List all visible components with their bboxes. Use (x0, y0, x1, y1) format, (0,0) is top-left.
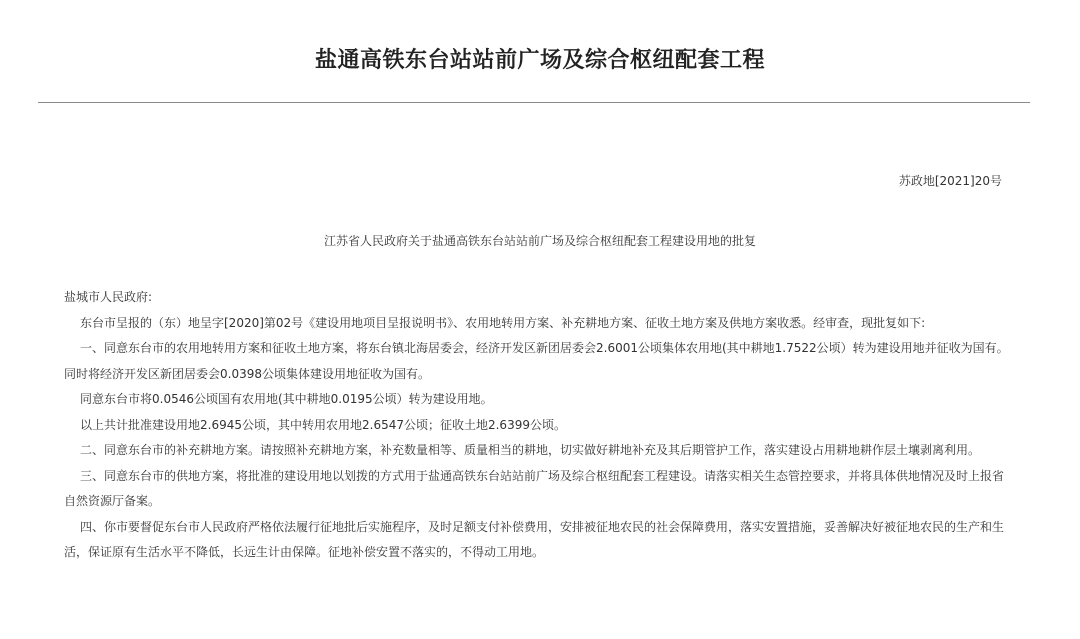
paragraph-intro: 东台市呈报的（东）地呈字[2020]第02号《建设用地项目呈报说明书》、农用地转用方案、补充耕地方案、征收土地方案及供地方案收悉。经审查，现批复如下: (80, 315, 926, 330)
document-subject: 江苏省人民政府关于盐通高铁东台站站前广场及综合枢纽配套工程建设用地的批复 (323, 234, 756, 248)
page-title: 盐通高铁东台站站前广场及综合枢纽配套工程 (314, 48, 765, 73)
paragraph-item-3: 三、同意东台市的供地方案，将批准的建设用地以划拨的方式用于盐通高铁东台站站前广场及综合枢纽配套工程建设。请落实相关生态管控要求，并将具体供地情况及时上报省自然资源厅备案。 (64, 468, 1005, 508)
paragraph-item-1-state-land: 同意东台市将0.0546公顷国有农用地(其中耕地0.0195公顷）转为建设用地。 (80, 392, 493, 406)
paragraph-item-1-total: 以上共计批准建设用地2.6945公顷，其中转用农用地2.6547公顷；征收土地2.6399公顷。 (80, 417, 566, 432)
salutation: 盐城市人民政府: (64, 290, 153, 304)
paragraph-item-2: 二、同意东台市的补充耕地方案。请按照补充耕地方案，补充数量相等、质量相当的耕地，切实做好耕地补充及其后期管护工作，落实建设占用耕地耕作层土壤剥离利用。 (80, 443, 981, 457)
document-body (64, 285, 1012, 566)
paragraph-item-1: 一、同意东台市的农用地转用方案和征收土地方案，将东台镇北海居委会，经济开发区新团居委会2.6001公顷集体农用地(其中耕地1.7522公顷）转为建设用地并征收为国有。同时将经济开发区新团居委会0.0398公顷集体建设用地征收为国有。 (64, 341, 1009, 381)
title-divider (38, 102, 1030, 103)
paragraph-item-4: 四、你市要督促东台市人民政府严格依法履行征地批后实施程序，及时足额支付补偿费用，安排被征地农民的社会保障费用，落实安置措施，妥善解决好被征地农民的生产和生活，保证原有生活水平不降低，长远生计由保障。征地补偿安置不落实的，不得动工用地。 (64, 519, 1005, 559)
document-number: 苏政地[2021]20号 (898, 174, 1002, 188)
